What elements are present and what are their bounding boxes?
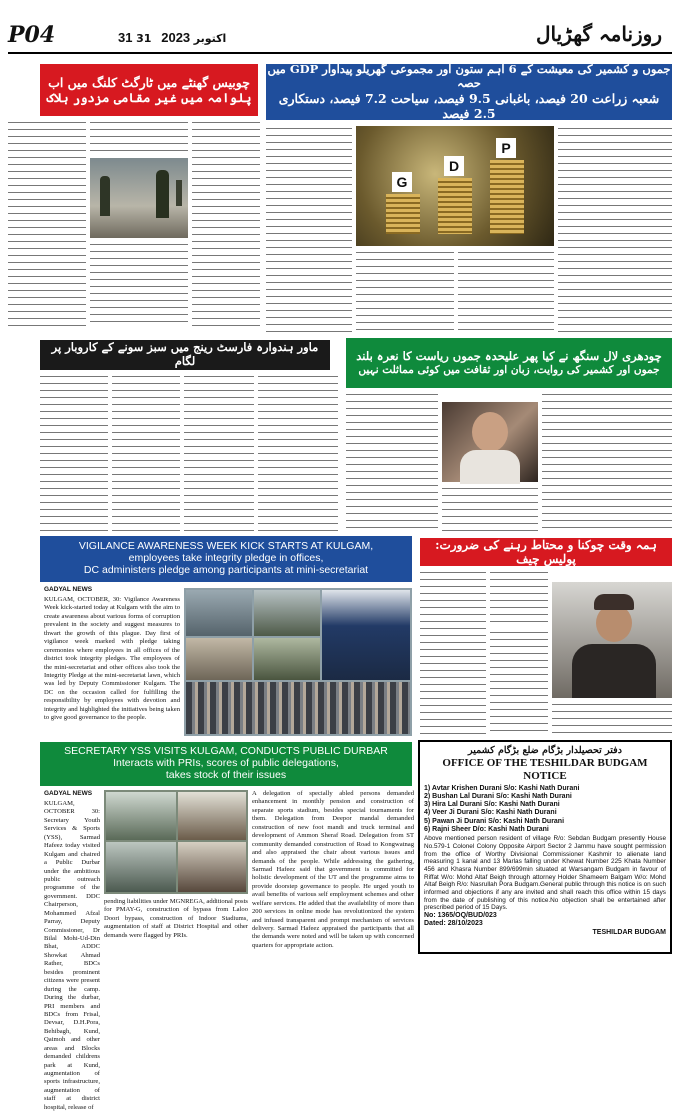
notice-person-5: 5) Pawan Ji Durani S/o: Kashi Nath Durani (424, 817, 565, 825)
chowdhary-text-under-photo (442, 486, 538, 532)
yss-photo-1 (106, 792, 176, 840)
vigilance-headline-3: DC administers pledge among participants at mini-secretariat (83, 563, 369, 576)
chowdhary-photo (442, 402, 538, 482)
issue-date-year: 2023 (161, 30, 191, 45)
notice-date: Dated: 28/10/2023 (424, 920, 483, 928)
soldier-figure-2 (156, 170, 169, 218)
vigilance-body: KULGAM, OCTOBER, 30: Vigilance Awareness Week kick-started today at Kulgam with the aim to create awareness about various forms of corruption prevalent in the society and suggest measures to thwart the growth of this plague. Day first of vigilance week marked with pledge taking ceremonies where employees in all offices of the district took integrity pledges. The employees of the mini-secretariat and other offices also took the Integrity Pledge at the mini-secretariat lawn, which was led by Deputy Commissioner Kulgam. The DC on the occasion called for fulfilling the responsibility by employees with devotion and integrity and highlighted the initiatives being taken to give good governance to the people. (44, 596, 180, 722)
chief-jacket (572, 644, 656, 698)
police-chief-text-col-1 (420, 570, 486, 736)
forest-text-col-3 (184, 374, 254, 532)
yss-body-col-2: pending liabilities under MGNREGA, additional posts for PMAY-G, construction of bypass from Laloo Doori bypass, construction of Indoor Stadiums, augmentation of staff at District Hospital and other demands were flagged by PRIs. (104, 898, 248, 939)
vigilance-photo-1 (186, 590, 252, 636)
issue-date-urdu: 31 اکتوبر (136, 32, 227, 45)
forest-text-col-4 (258, 374, 338, 532)
notice-person-4: 4) Veer Ji Durani S/o: Kashi Nath Durani (424, 809, 557, 817)
soldier-figure-1 (100, 176, 110, 216)
issue-date-day: 31 (118, 30, 133, 45)
police-chief-text-col-3 (490, 630, 548, 736)
newspaper-name: روزنامہ گھڑیال (536, 22, 662, 46)
gdp-text-col-3 (458, 250, 554, 336)
yss-photo-grid (104, 790, 248, 894)
vigilance-byline: GADYAL NEWS (44, 586, 93, 593)
yss-headline-2: Interacts with PRIs, scores of public delegations, (113, 757, 339, 770)
issue-date (118, 30, 226, 45)
notice-title: OFFICE OF THE TESHILDAR BUDGAM (442, 757, 648, 770)
yss-photo-4 (178, 842, 246, 892)
police-chief-text-col-4 (552, 702, 672, 736)
yss-body-col-3: A delegation of specially abled persons demanded enhancement in monthly pension and construction of separate sports stadium, besides special tournaments for them. Delegation from Deepor mandal demanded construction of new foot mandi and truck terminal and development of Ammon Sheraf Road. Delegation from ST community demanded construction of Road to Kongwatnag and also appraised the chair about various issues and demands of the people. While addressing the gathering, Sarmad Hafeez said that government is committed for holistic development of the UT and the programme aims to provide doorstep governance to people. He urged youth to avail benefits of various self employment schemes and other welfare services. He added that the availability of more than 200 services in online mode has revolutionized the system and infused transparent and prompt mechanism of services delivery. Sarmad Hafeez appraised the participants that all the demands were noted and will be taken up with concerned quarters for appropriate action. (252, 790, 414, 949)
vigilance-banner (40, 536, 412, 582)
notice-person-1: 1) Avtar Krishen Durani S/o: Kashi Nath Durani (424, 784, 580, 792)
chowdhary-headline-2: جموں اور کشمیر کی روایت، زبان اور ثقافت میں کوئی مماثلت نہیں (358, 363, 660, 376)
portrait-face (472, 412, 508, 452)
forest-headline: ماور ہندوارہ فارسٹ رینج میں سبز سونے کے کاروبار پر لگام (51, 340, 319, 368)
police-chief-text-col-2 (490, 570, 548, 626)
gdp-photo (356, 126, 554, 246)
coin-stack-2 (438, 178, 472, 234)
soldier-figure-3 (176, 180, 182, 206)
vigilance-photo-2 (254, 590, 320, 636)
vigilance-photo-4 (254, 638, 320, 680)
gdp-text-col-4 (558, 126, 672, 336)
forest-text-col-2 (112, 374, 180, 532)
gdp-headline-2: شعبہ زراعت 20 فیصد، باغبانی 9.5 فیصد، سیاحت 7.2 فیصد، دستکاری 2.5 فیصد (278, 90, 660, 121)
yss-photo-3 (106, 842, 176, 892)
vigilance-photo-dc-speaking (322, 590, 410, 680)
notice-person-3: 3) Hira Lal Durani S/o: Kashi Nath Durani (424, 801, 560, 809)
vigilance-headline-1: VIGILANCE AWARENESS WEEK KICK STARTS AT KULGAM, (78, 540, 374, 553)
police-chief-headline: ہمہ وقت چوکنا و محتاط رہنے کی ضرورت: پولیس چیف (435, 537, 657, 566)
notice-subtitle: NOTICE (523, 769, 567, 782)
vigilance-photo-crowd (186, 682, 410, 734)
vigilance-headline-2: employees take integrity pledge in offices, (128, 552, 324, 565)
target-killing-text-col-3 (192, 120, 260, 328)
portrait-body (460, 450, 520, 484)
target-killing-text-col-1 (8, 120, 86, 328)
yss-body-col-1: KULGAM, OCTOBER 30: Secretary Youth Services & Sports (YSS), Sarmad Hafeez today visited Kulgam and chaired a Public Durbar under the ambitious public outreach programme of the government. DDC Chairperson, Mohammed Afzal Parray, Deputy Commissioner, Dr Bilal Mohi-Ud-Din Bhat, ADDC Showkat Ahmad Rather, BDCs besides prominent citizens were present during the camp. During the durbar, PRI members and BDCs from Frisal, Devsar, D.H.Pora, Behibagh, Kund, Qaimoh and other areas and Blocks demanded childrens park at Kund, augmentation of sports infrastructure, augmentation of staff at district hospital, release of (44, 800, 100, 1111)
target-killing-text-top (90, 120, 188, 154)
page-number: P04 (8, 22, 56, 48)
yss-headline-3: takes stock of their issues (165, 768, 287, 781)
yss-photo-2 (178, 792, 246, 840)
chief-cap (594, 594, 634, 610)
target-killing-headline-2: پلوامہ میں غیر مقامی مزدور ہلاک (46, 90, 252, 105)
gdp-text-col-1 (266, 126, 352, 336)
chowdhary-headline-1: چودھری لال سنگھ نے کیا پھر علیحدہ جموں ریاست کا نعرہ بلند (356, 348, 662, 363)
forest-banner (40, 340, 330, 370)
coin-stack-1 (386, 194, 420, 234)
notice-signature: TESHILDAR BUDGAM (592, 928, 666, 936)
notice-person-2: 2) Bushan Lal Durani S/o: Kashi Nath Durani (424, 792, 572, 800)
police-chief-photo (552, 582, 672, 698)
masthead-rule (8, 52, 672, 54)
gdp-block-g: G (392, 172, 412, 192)
notice-person-6: 6) Rajni Sheer D/o: Kashi Nath Durani (424, 825, 549, 833)
vigilance-photo-3 (186, 638, 252, 680)
chowdhary-text-col-1 (346, 392, 438, 532)
notice-urdu-title: دفتر تحصیلدار بڑگام ضلع بڑگام کشمیر (468, 745, 622, 756)
chowdhary-text-col-2 (542, 392, 672, 532)
forest-text-col-1 (40, 374, 108, 532)
police-chief-banner (420, 538, 672, 566)
target-killing-photo (90, 158, 188, 238)
yss-byline: GADYAL NEWS (44, 790, 93, 797)
coin-stack-3 (490, 160, 524, 234)
notice-ref-no: No: 1365/OQ/BUD/023 (424, 912, 497, 919)
gdp-headline-1: جموں و کشمیر کی معیشت کے 6 اہم ستون اور مجموعی گھریلو پیداوار GDP میں حصہ (267, 62, 671, 90)
gdp-block-d: D (444, 156, 464, 176)
gdp-text-col-2 (356, 250, 454, 336)
target-killing-headline-1: چوبیس گھنٹے میں ٹارگٹ کلنگ میں اب (48, 75, 250, 90)
chowdhary-banner (346, 338, 672, 388)
yss-headline-1: SECRETARY YSS VISITS KULGAM, CONDUCTS PUBLIC DURBAR (64, 745, 388, 758)
teshildar-notice (418, 740, 672, 954)
gdp-banner (266, 64, 672, 120)
vigilance-photo-grid (184, 588, 412, 736)
target-killing-text-col-2 (90, 242, 188, 328)
gdp-block-p: P (496, 138, 516, 158)
yss-banner (40, 742, 412, 786)
notice-body: Above mentioned person resident of village R/o: Sebdan Budgam presently House No.579-1 Colonel Colony Opposite Airport Sector 2 Jammu have sought permission from the office of Worthy Divisional Commissioner Kashmir to alienate land measuring 1 kanal and 13 Marlas falling under Khewat Number 225 Khata Number 456 and Khasra Number 899/699min situated at Warsangam Budgam in favour of Riffat W/o: Mohd Altaf Beigh through attorney Holder Shameem Balgam W/o: Mohd Altaf Beigh R/o: Nasrullah Pora Budgam.General public through this notice is on such informed and objections if any are invited and shall reach this office within 15 days from the date of publishing of this notice.No objection shall be entertained after prescribed period of 15 Days. (424, 835, 666, 912)
target-killing-banner (40, 64, 258, 116)
